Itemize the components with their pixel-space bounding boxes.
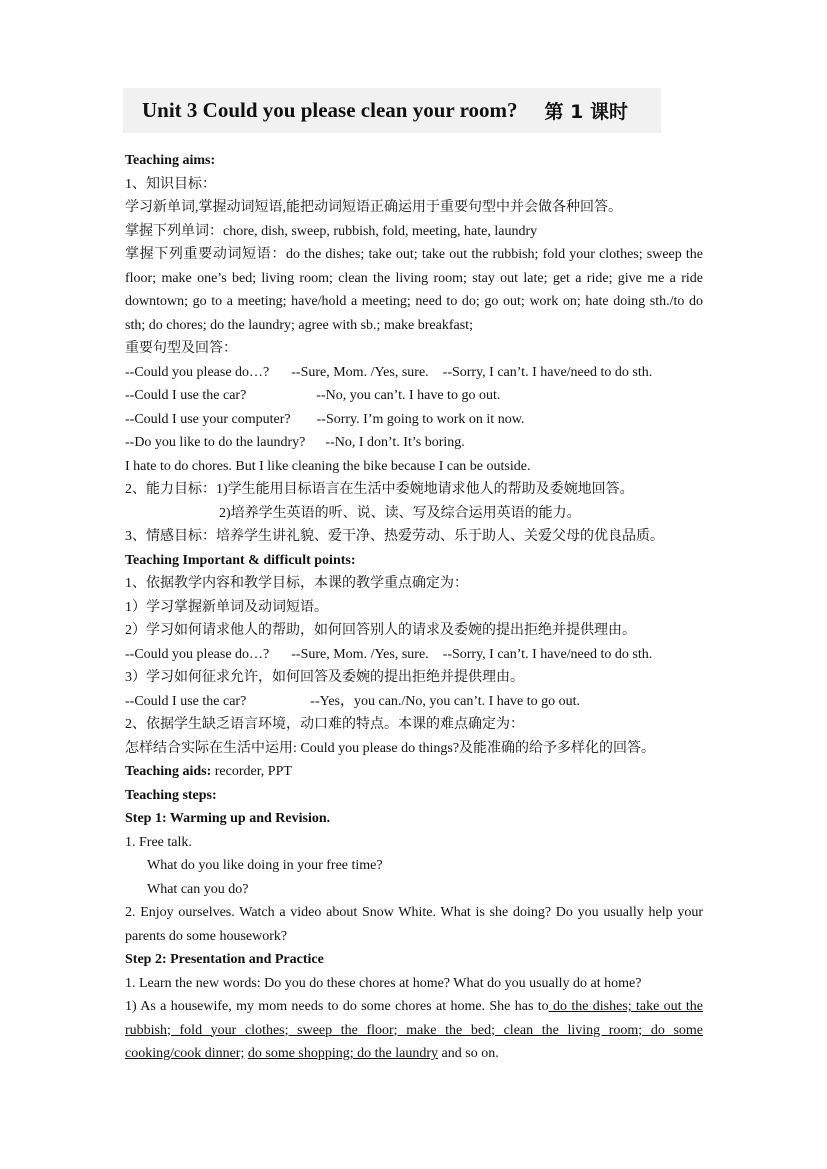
pattern-question: --Do you like to do the laundry?: [125, 435, 306, 450]
learn-line: 1. Learn the new words: Do you do these chores at home? What do you usually do at home?: [125, 975, 642, 991]
ability-item-1: 1)学生能用目标语言在生活中委婉地请求他人的帮助及委婉地回答。: [216, 482, 634, 497]
step2-heading: Step 2: Presentation and Practice: [125, 952, 324, 967]
free-talk-question: What can you do?: [147, 881, 249, 897]
points-line: 2）学习如何请求他人的帮助，如何回答别人的请求及委婉的提出拒绝并提供理由。: [125, 623, 636, 638]
pattern-answer: --Sure, Mom. /Yes, sure. --Sorry, I can’t. I have/need to do sth.: [291, 364, 653, 380]
hate-line: I hate to do chores. But I like cleaning the bike because I can be outside.: [125, 458, 531, 474]
step1-heading: Step 1: Warming up and Revision.: [125, 811, 331, 826]
housewife-text: and so on.: [438, 1046, 499, 1061]
words-line: 掌握下列单词：chore, dish, sweep, rubbish, fold, meeting, hate, laundry: [125, 223, 538, 239]
phrases-paragraph: 掌握下列重要动词短语：do the dishes; take out; take out the rubbish; fold your clothes; sweep the floor; make one’s bed; living room; clean the living room; stay out late; get a ride; give me a ride downtown; go to a meeting; have/hold a meeting; need to do; go out; work on; hate doing sth./to do sth; do chores; do the laundry; agree with sb.; make breakfast;: [125, 247, 703, 333]
title-lesson-number: 第 1 课时: [544, 101, 628, 123]
title-english: Unit 3 Could you please clean your room?: [142, 98, 518, 122]
aids-value: recorder, PPT: [211, 764, 292, 779]
ability-heading: 2、能力目标：: [125, 482, 216, 497]
pattern-answer: --Sorry. I’m going to work on it now.: [316, 411, 525, 427]
title-banner: [123, 88, 661, 133]
pattern-question: --Could I use your computer?: [125, 411, 291, 427]
pattern-question: --Could I use the car?: [125, 388, 247, 403]
pattern-answer: --Sure, Mom. /Yes, sure. --Sorry, I can’t. I have/need to do sth.: [291, 646, 653, 662]
patterns-heading: 重要句型及回答：: [125, 341, 237, 356]
points-heading: Teaching Important & difficult points:: [125, 552, 356, 568]
points-line: 1、依据教学内容和教学目标，本课的教学重点确定为：: [125, 576, 468, 591]
pattern-question: --Could you please do…?: [125, 646, 270, 662]
ability-row: [125, 478, 703, 502]
free-talk: 1. Free talk.: [125, 834, 192, 850]
chores-underlined: do some shopping; do the laundry: [247, 1046, 439, 1061]
document-body: [125, 149, 703, 1066]
points-line: [125, 690, 703, 714]
points-line: 3）学习如何征求允许，如何回答及委婉的提出拒绝并提供理由。: [125, 670, 524, 685]
points-line: 怎样结合实际在生活中运用: Could you please do things?及能准确的给予多样化的回答。: [125, 740, 656, 756]
pattern-question: --Could I use the car?: [125, 693, 247, 709]
points-line: 2、依据学生缺乏语言环境，动口难的特点。本课的难点确定为：: [125, 717, 524, 732]
housewife-text: 1) As a housewife, my mom needs to do some chores at home. She has to: [125, 999, 549, 1014]
pattern-row: [125, 408, 703, 432]
pattern-row: [125, 431, 703, 455]
housewife-paragraph: [125, 995, 703, 1066]
steps-heading: Teaching steps:: [125, 787, 217, 803]
emotion-line: 3、情感目标：培养学生讲礼貌、爱干净、热爱劳动、乐于助人、关爱父母的优良品质。: [125, 529, 664, 544]
ability-item-2: 2)培养学生英语的听、说、读、写及综合运用英语的能力。: [219, 505, 581, 521]
free-talk-question: What do you like doing in your free time?: [147, 858, 383, 873]
chores-underlined: do the dishes; take out the rubbish; fold your clothes; sweep the floor; make the bed; clean the living room; do some cooking/cook dinner;: [125, 999, 704, 1061]
aids-label: Teaching aids:: [125, 764, 212, 779]
pattern-row: [125, 361, 703, 385]
pattern-answer: --No, you can’t. I have to go out.: [316, 388, 501, 403]
pattern-answer: --No, I don’t. It’s boring.: [325, 435, 465, 450]
knowledge-heading: 1、知识目标：: [125, 176, 216, 192]
pattern-question: --Could you please do…?: [125, 364, 270, 380]
pattern-row: [125, 384, 703, 408]
aims-heading: Teaching aims:: [125, 153, 216, 168]
enjoy-paragraph: 2. Enjoy ourselves. Watch a video about Snow White. What is she doing? Do you usually help your parents do some housework?: [125, 905, 703, 944]
points-line: 1）学习掌握新单词及动词短语。: [125, 599, 328, 615]
knowledge-intro: 学习新单词,掌握动词短语,能把动词短语正确运用于重要句型中并会做各种回答。: [125, 200, 622, 215]
points-line: [125, 643, 703, 667]
aids-line: [125, 760, 703, 784]
pattern-answer: --Yes，you can./No, you can’t. I have to go out.: [310, 693, 581, 709]
